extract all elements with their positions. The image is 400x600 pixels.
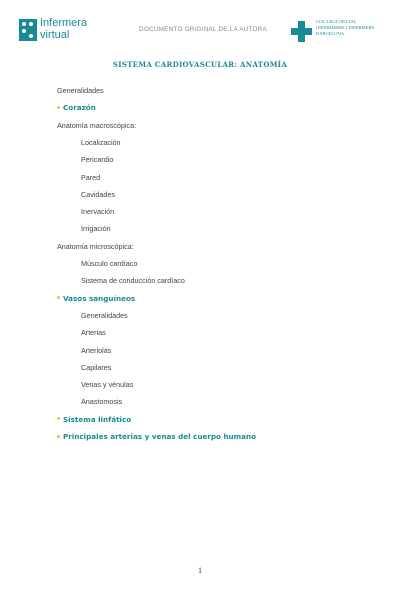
toc-item — [81, 363, 111, 372]
toc-item — [81, 311, 128, 320]
logo-text-line1: Infermera — [40, 17, 88, 29]
toc-section-item — [57, 432, 256, 441]
toc-item-label: Anastomosis — [81, 397, 123, 407]
infermera-virtual-logo — [19, 19, 109, 43]
toc-item-label: Sistema de conducción cardíaco — [81, 276, 185, 286]
header-center-text: DOCUMENTO ORIGINAL DE LA AUTORA — [139, 26, 267, 33]
page-header — [0, 0, 400, 50]
document-title: SISTEMA CARDIOVASCULAR: ANATOMÍA — [112, 60, 288, 69]
toc-item — [81, 259, 137, 268]
toc-item-label: Capilares — [81, 362, 112, 372]
toc-item-label: Generalidades — [57, 86, 104, 95]
toc-item-label: Principales arterias y venas del cuerpo humano — [63, 432, 257, 441]
col-legi-line3: BARCELONA — [316, 31, 345, 36]
toc-item-label: Sistema linfático — [63, 414, 132, 424]
toc-item — [81, 138, 121, 147]
toc-item-label: Generalidades — [81, 310, 128, 320]
toc-item — [81, 380, 133, 389]
toc-item-label: Arterias — [81, 328, 106, 338]
bullet-icon — [57, 435, 60, 438]
toc-item — [81, 346, 111, 355]
toc-item — [81, 397, 122, 406]
col-legi-text — [316, 19, 374, 37]
toc-section-item — [57, 415, 131, 424]
cross-icon — [291, 21, 312, 42]
toc-item — [57, 121, 136, 130]
toc-item-label: Músculo cardíaco — [81, 259, 138, 268]
toc-item — [81, 224, 111, 233]
page-number: 1 — [198, 566, 202, 575]
toc-item-label: Localización — [81, 137, 121, 147]
toc-item-label: Inervación — [81, 207, 115, 217]
col-legi-line2: INFERMERES I INFERMERS — [316, 25, 375, 30]
logo-text-line2: virtual — [40, 29, 70, 41]
toc-item — [81, 328, 106, 337]
toc-item-label: Arteriolas — [81, 345, 112, 355]
logo-puzzle-icon — [19, 19, 37, 41]
toc-item — [81, 276, 185, 285]
bullet-icon — [57, 296, 60, 299]
toc-item — [81, 190, 115, 199]
toc-item-label: Corazón — [63, 103, 96, 113]
toc-item — [81, 207, 114, 216]
toc-item — [57, 242, 134, 251]
toc-item-label: Anatomía macroscópica: — [57, 120, 137, 130]
toc-item — [57, 86, 104, 95]
bullet-icon — [57, 106, 60, 109]
toc-item-label: Pared — [81, 172, 101, 182]
toc-item-label: Anatomía microscópica: — [57, 241, 134, 251]
col-legi-logo — [291, 19, 391, 59]
toc-item-label: Venas y vénulas — [81, 380, 134, 390]
toc-section-item — [57, 294, 135, 303]
toc-section-item — [57, 103, 96, 112]
toc-item-label: Vasos sanguíneos — [63, 293, 136, 303]
toc-item-label: Cavidades — [81, 189, 115, 199]
toc-item — [81, 173, 100, 182]
col-legi-line1: COL·LEGI OFICIAL — [316, 19, 357, 24]
bullet-icon — [57, 417, 60, 420]
toc-item — [81, 155, 113, 164]
toc-item-label: Irrigación — [81, 224, 111, 234]
toc-item-label: Pericardio — [81, 155, 114, 165]
